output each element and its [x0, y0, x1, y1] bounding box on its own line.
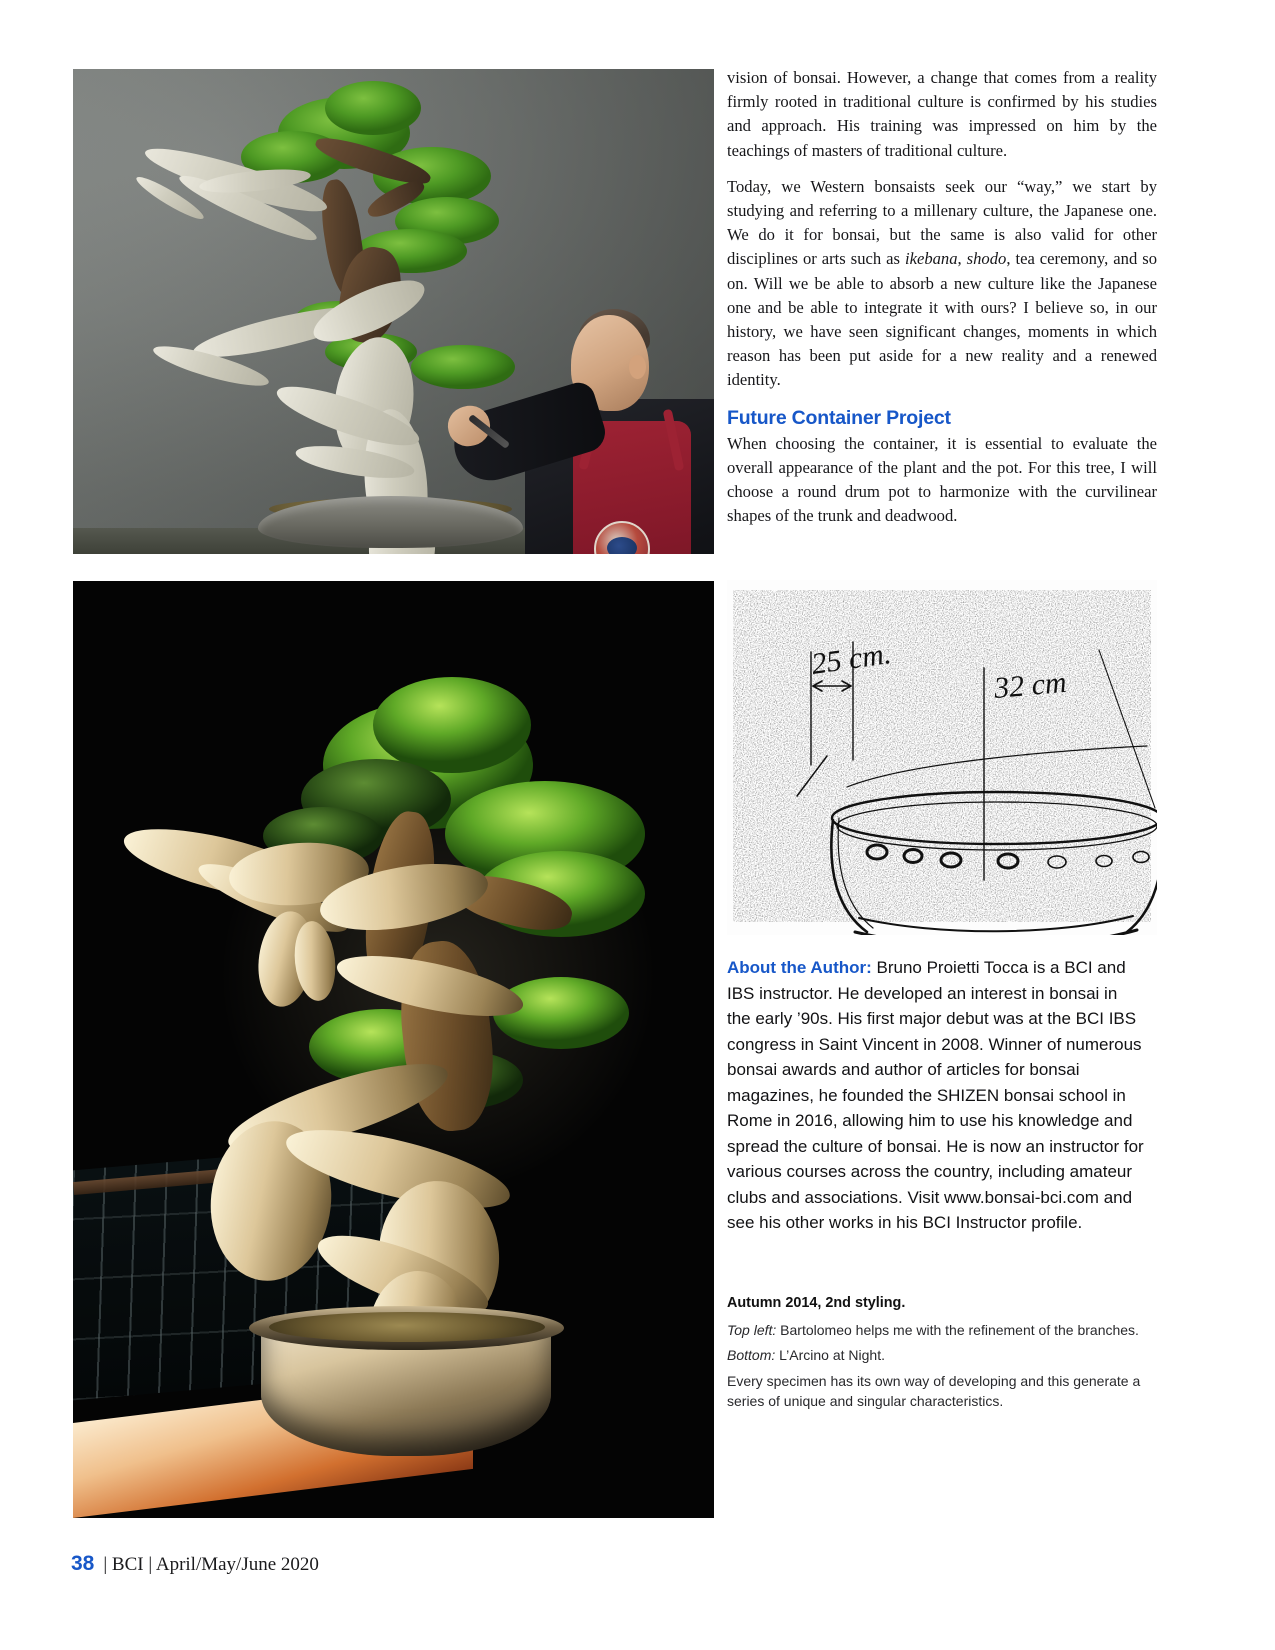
caption-title: Autumn 2014, 2nd styling.	[727, 1295, 906, 1311]
body-paragraph-2: Today, we Western bonsaists seek our “way,” we start by studying and referring to a millenary culture, the Japanese one. We do it for bonsai, but the same is also valid for other disciplines or arts such as ikebana, shodo, tea ceremony, and so on. Will we be able to absorb a new culture like the Japanese one and be able to integrate it with ours? I believe so, in our history, we have seen significant changes, moments in which reason has been put aside for a new reality and a renewed identity.	[727, 176, 1158, 390]
sketch-drawing	[727, 580, 1157, 935]
about-the-author-text: Bruno Proietti Tocca is a BCI and IBS instructor. He developed an interest in bonsai in the early ’90s. His first major debut was at the BCI IBS congress in Saint Vincent in 2008. Winner of numerous bonsai awards and author of articles for bonsai magazines, he founded the SHIZEN bonsai school in Rome in 2016, allowing him to use his knowledge and spread the culture of bonsai. He is now an instructor for various courses across the country, including amateur clubs and associations. Visit www.bonsai-bci.com and see his other works in his BCI Instructor profile.	[727, 958, 1144, 1232]
photo-top-left-styling	[73, 69, 714, 554]
person-ear	[629, 355, 646, 379]
about-the-author-label: About the Author:	[727, 958, 872, 977]
photo-bottom-larcino-at-night	[73, 581, 714, 1518]
caption-note: Every specimen has its own way of developing and this generate a series of unique and singular characteristics.	[727, 1372, 1141, 1410]
body-paragraph-1: vision of bonsai. However, a change that comes from a reality firmly rooted in traditional culture is confirmed by his studies and approach. His training was impressed on him by the teachings of masters of traditional culture.	[727, 68, 1157, 160]
sketch-height-label: 25 cm.	[809, 637, 894, 681]
page-number: 38	[71, 1552, 95, 1575]
caption-bottom-text: L’Arcino at Night.	[775, 1347, 885, 1364]
caption-top-left	[727, 1320, 1147, 1340]
caption-bottom-label: Bottom:	[727, 1347, 776, 1364]
article-text-column	[727, 66, 1157, 540]
page-footer	[71, 1552, 319, 1576]
caption-bottom	[727, 1345, 1147, 1365]
photo-captions	[727, 1293, 1147, 1417]
foliage-pad	[325, 81, 421, 135]
section-paragraph: When choosing the container, it is essential to evaluate the overall appearance of the plant and the pot. For this tree, I will choose a round drum pot to harmonize with the curvilinear shapes of the trunk and deadwood.	[727, 433, 1157, 526]
pot-design-sketch	[727, 580, 1157, 935]
caption-top-left-text: Bartolomeo helps me with the refinement of the branches.	[776, 1322, 1139, 1338]
pot-soil-surface	[269, 1312, 545, 1342]
publication-info: | BCI | April/May/June 2020	[103, 1554, 319, 1575]
section-heading: Future Container Project	[727, 406, 951, 429]
foliage-pad	[411, 345, 515, 389]
about-the-author	[727, 955, 1145, 1236]
caption-top-left-label: Top left:	[727, 1322, 777, 1338]
sketch-width-label: 32 cm	[992, 665, 1068, 705]
foliage-pad	[373, 677, 531, 773]
